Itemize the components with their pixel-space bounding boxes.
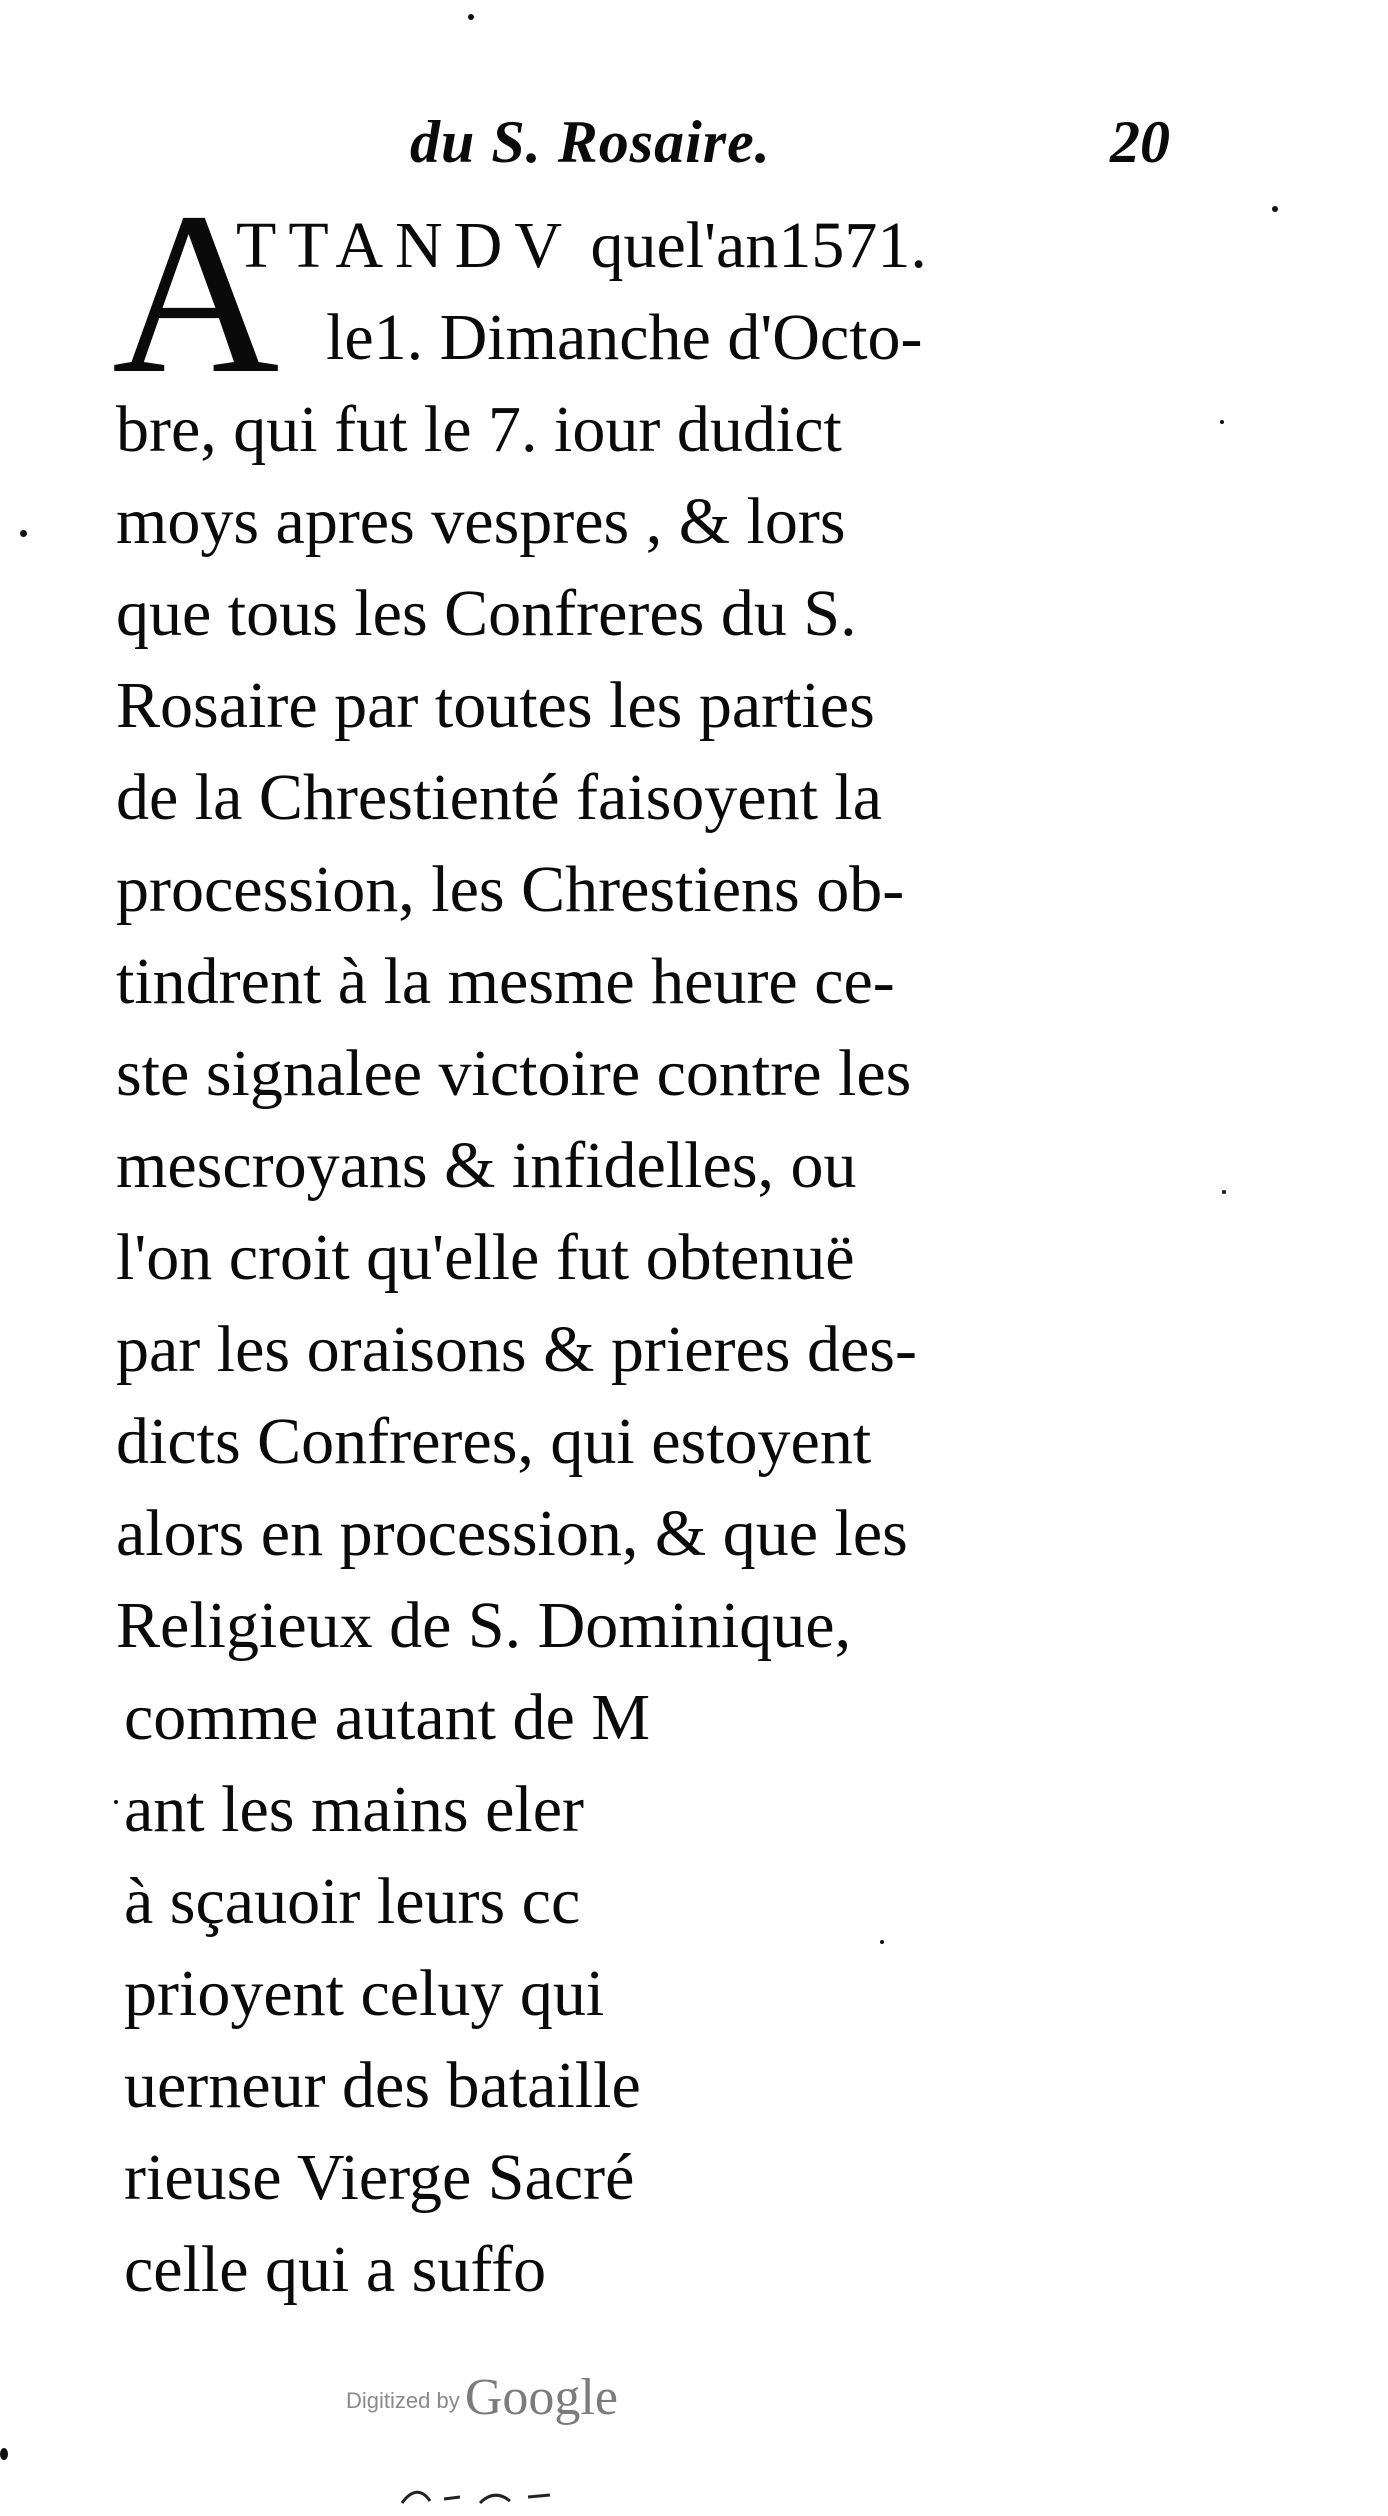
text-line: par les oraisons & prieres des- <box>116 1313 917 1386</box>
scan-speck <box>114 1800 118 1804</box>
text-line: mescroyans & infidelles, ou <box>116 1129 857 1202</box>
text-line: procession, les Chrestiens ob- <box>116 853 905 926</box>
text-line: prioyent celuy qui <box>124 1957 605 2030</box>
text-line-rest: quel'an1571. <box>574 209 927 282</box>
text-line: que tous les Confreres du S. <box>116 577 857 650</box>
scan-speck <box>880 1940 884 1944</box>
scan-speck <box>0 2448 8 2460</box>
text-line <box>236 200 927 292</box>
page-header <box>410 108 1170 188</box>
digitized-watermark <box>346 2368 618 2427</box>
scan-speck <box>20 530 27 537</box>
text-line: Rosaire par toutes les parties <box>116 669 875 742</box>
text-line: bre, qui fut le 7. iour dudict <box>116 393 842 466</box>
scan-speck <box>1222 1190 1226 1194</box>
scan-speck <box>468 14 474 20</box>
scan-speck <box>1220 420 1224 424</box>
text-line: Religieux de S. Dominique, <box>116 1589 852 1662</box>
watermark-prefix: Digitized by <box>346 2388 460 2413</box>
text-line: rieuse Vierge Sacré <box>124 2141 635 2214</box>
text-line: le1. Dimanche d'Octo- <box>326 301 923 374</box>
text-line: de la Chrestienté faisoyent la <box>116 761 883 834</box>
text-line: tindrent à la mesme heure ce- <box>116 945 895 1018</box>
text-line: à sçauoir leurs cc <box>124 1865 581 1938</box>
text-line: alors en procession, & que les <box>116 1497 908 1570</box>
text-line: comme autant de M <box>124 1681 651 1754</box>
bottom-ink-marks <box>400 2485 560 2507</box>
bottom-edge-marks <box>400 2478 560 2516</box>
text-line: l'on croit qu'elle fut obtenuë <box>116 1221 855 1294</box>
drop-cap-initial: A <box>112 165 280 422</box>
text-line: celle qui a suffo <box>124 2233 547 2306</box>
text-line: moys apres vespres , & lors <box>116 485 846 558</box>
text-line: ant les mains eler <box>124 1773 585 1846</box>
text-line: ste signalee victoire contre les <box>116 1037 912 1110</box>
page-number: 20 <box>1110 109 1170 175</box>
text-line: uerneur des bataille <box>124 2049 641 2122</box>
scan-speck <box>1272 206 1278 212</box>
google-logo: Google <box>464 2369 618 2426</box>
text-line: dicts Confreres, qui estoyent <box>116 1405 872 1478</box>
running-head: du S. Rosaire. <box>410 109 771 175</box>
text-line-smallcaps: TTANDV <box>236 209 574 282</box>
